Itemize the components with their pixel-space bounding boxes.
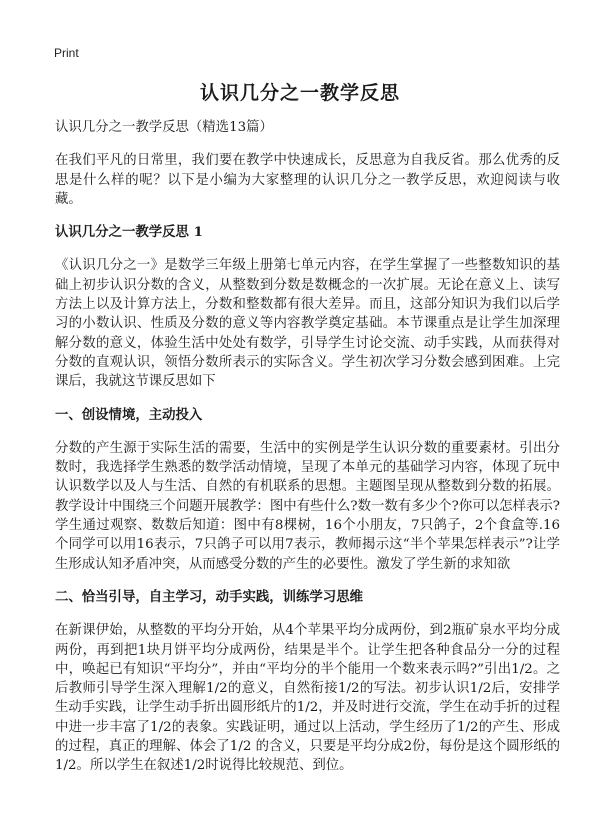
- section-2-heading: 二、恰当引导，自主学习，动手实践，训练学习思维: [55, 588, 363, 605]
- page-title: 认识几分之一教学反思: [199, 82, 400, 104]
- document-subtitle: 认识几分之一教学反思（精选13篇）: [55, 120, 273, 135]
- section-1-heading: 一、创设情境，主动投入: [55, 406, 203, 423]
- article-paragraph: 《认识几分之一》是数学三年级上册第七单元内容，在学生掌握了一些整数知识的基础上初步认识分数的含义，从整数到分数是数概念的一次扩展。无论在意义上、读写方法上以及计算方法上，分数和整数都有很大差异。而且，这部分知识为我们以后学习的小数认识、性质及分数的意义等内容教学奠定基础。本节课重点是让学生加深理解分数的意义，体验生活中处处有数学，引导学生讨论交流、动手实践，从而获得对分数的直观认识，领悟分数所表示的实际含义。学生初次学习分数会感到困难。上完课后，我就这节课反思如下: [55, 258, 560, 390]
- article-body: [55, 118, 560, 776]
- intro-paragraph: 在我们平凡的日常里，我们要在教学中快速成长，反思意为自我反省。那么优秀的反思是什么样的呢？以下是小编为大家整理的认识几分之一教学反思，欢迎阅读与收藏。: [55, 153, 560, 207]
- article-heading: 认识几分之一教学反思 1: [55, 224, 203, 241]
- section-1-paragraph: 分数的产生源于实际生活的需要，生活中的实例是学生认识分数的重要素材。引出分数时，我选择学生熟悉的数学活动情境，呈现了本单元的基础学习内容，体现了玩中认识数学以及人与生活、自然的有机联系的思想。主题图呈现从整数到分数的拓展。教学设计中围绕三个问题开展教学：图中有些什么?数一数有多少个?你可以怎样表示?学生通过观察、数数后知道：图中有8棵树，16个小朋友，7只鸽子，2个食盒等.16个同学可以用16表示，7只鸽子可以用7表示，教师揭示这“半个苹果怎样表示”?让学生形成认知矛盾冲突，从而感受分数的产生的必要性。激发了学生新的求知欲: [55, 440, 560, 572]
- section-2-paragraph: 在新课伊始，从整数的平均分开始，从4个苹果平均分成两份，到2瓶矿泉水平均分成两份，再到把1块月饼平均分成两份，结果是半个。让学生把各种食品分一分的过程中，唤起已有知识“平均分”，并由“平均分的半个能用一个数来表示吗?”引出1/2。之后教师引导学生深入理解1/2的意义，自然衔接1/2的写法。初步认识1/2后，安排学生动手实践，让学生动手折出圆形纸片的1/2，并及时进行交流，学生在动手折的过程中进一步丰富了1/2的表象。实践证明，通过以上活动，学生经历了1/2的产生、形成的过程，真正的理解、体会了1/2 的含义，只要是平均分成2份，每份是这个圆形纸的1/2。所以学生在叙述1/2时说得比较规范、到位。: [55, 623, 560, 774]
- print-link[interactable]: Print: [54, 46, 79, 60]
